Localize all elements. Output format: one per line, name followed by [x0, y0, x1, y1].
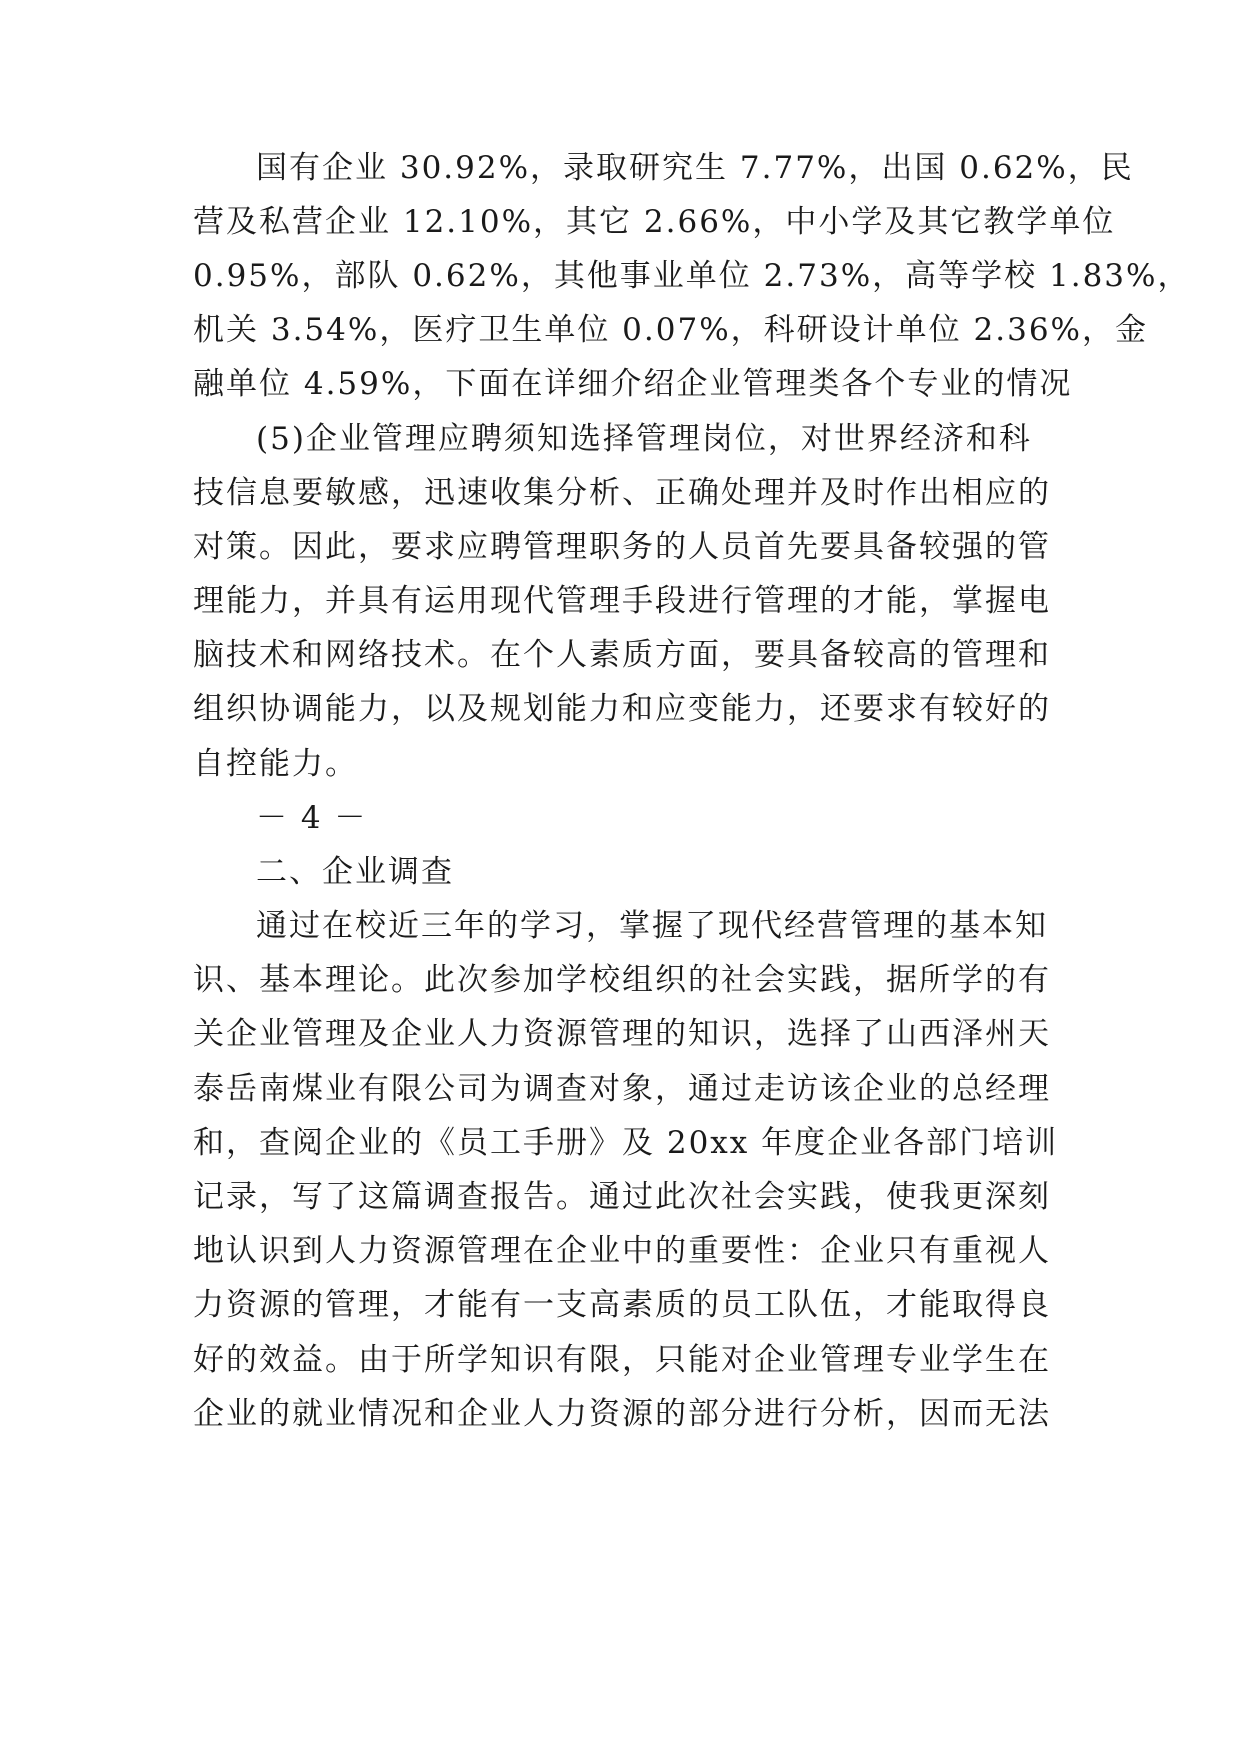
- text-line: 理能力，并具有运用现代管理手段进行管理的才能，掌握电: [193, 583, 1051, 619]
- text-line: 地认识到人力资源管理在企业中的重要性：企业只有重视人: [193, 1233, 1051, 1269]
- text-line: 技信息要敏感，迅速收集分析、正确处理并及时作出相应的: [193, 475, 1051, 511]
- text-line: 国有企业 30.92%，录取研究生 7.77%，出国 0.62%，民: [256, 150, 1134, 186]
- text-line: (5)企业管理应聘须知选择管理岗位，对世界经济和科: [256, 421, 1032, 457]
- text-line: 关企业管理及企业人力资源管理的知识，选择了山西泽州天: [193, 1016, 1051, 1052]
- section-heading: 二、企业调查: [256, 854, 454, 890]
- text-line: 通过在校近三年的学习，掌握了现代经营管理的基本知: [256, 908, 1048, 944]
- text-line: 力资源的管理，才能有一支高素质的员工队伍，才能取得良: [193, 1287, 1051, 1323]
- page-number: － 4 －: [256, 800, 368, 836]
- text-line: 对策。因此，要求应聘管理职务的人员首先要具备较强的管: [193, 529, 1051, 565]
- text-line: 和，查阅企业的《员工手册》及 20xx 年度企业各部门培训: [193, 1125, 1059, 1161]
- text-line: 0.95%，部队 0.62%，其他事业单位 2.73%，高等学校 1.83%，: [193, 258, 1191, 294]
- text-line: 泰岳南煤业有限公司为调查对象，通过走访该企业的总经理: [193, 1071, 1051, 1107]
- text-line: 脑技术和网络技术。在个人素质方面，要具备较高的管理和: [193, 637, 1051, 673]
- text-line: 企业的就业情况和企业人力资源的部分进行分析，因而无法: [193, 1396, 1051, 1432]
- text-line: 好的效益。由于所学知识有限，只能对企业管理专业学生在: [193, 1342, 1051, 1378]
- text-line: 自控能力。: [193, 746, 358, 782]
- text-line: 融单位 4.59%，下面在详细介绍企业管理类各个专业的情况: [193, 366, 1073, 402]
- text-line: 识、基本理论。此次参加学校组织的社会实践，据所学的有: [193, 962, 1051, 998]
- text-line: 营及私营企业 12.10%，其它 2.66%，中小学及其它教学单位: [193, 204, 1116, 240]
- text-line: 记录，写了这篇调查报告。通过此次社会实践，使我更深刻: [193, 1179, 1051, 1215]
- text-line: 机关 3.54%，医疗卫生单位 0.07%，科研设计单位 2.36%，金: [193, 312, 1148, 348]
- text-line: 组织协调能力，以及规划能力和应变能力，还要求有较好的: [193, 691, 1051, 727]
